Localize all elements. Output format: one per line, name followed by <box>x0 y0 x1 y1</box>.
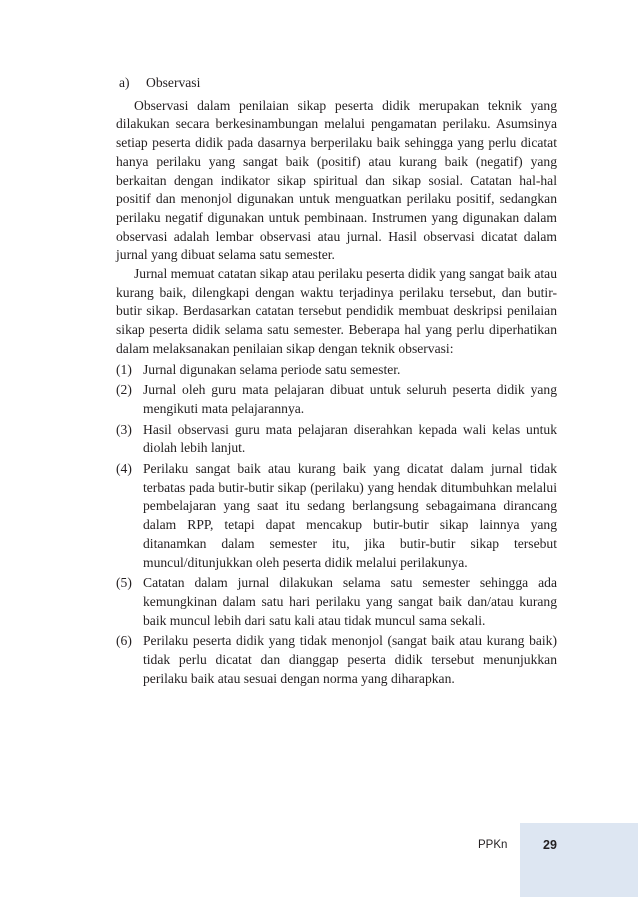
list-item-number: (2) <box>116 382 132 398</box>
paragraph-jurnal: Jurnal memuat catatan sikap atau perilaku peserta didik yang sangat baik atau kurang baik, dilengkapi dengan waktu terjadinya perilaku tersebut, dan butir-butir sikap. Berdasarkan catatan tersebut pendidik membuat deskripsi penilaian sikap peserta didik selama satu semester. Beberapa hal yang perlu diperhatikan dalam melaksanakan penilaian sikap dengan teknik observasi: <box>116 266 557 356</box>
list-item-number: (1) <box>116 361 132 377</box>
list-item-number: (4) <box>116 461 132 477</box>
list-item-text: Catatan dalam jurnal dilakukan selama satu semester sehingga ada kemungkinan dalam satu hari perilaku yang sangat baik dan/atau kurang baik muncul lebih dari satu kali atau tidak muncul sama sekali. <box>143 575 557 628</box>
list-item-text: Perilaku peserta didik yang tidak menonjol (sangat baik atau kurang baik) tidak perlu dicatat dan dianggap peserta didik tersebut menunjukkan perilaku baik atau sesuai dengan norma yang diharapkan. <box>143 633 557 686</box>
section-heading <box>116 74 557 93</box>
page-content <box>116 74 557 689</box>
list-item-number: (5) <box>116 575 132 591</box>
list-item-text: Hasil observasi guru mata pelajaran diserahkan kepada wali kelas untuk diolah lebih lanjut. <box>143 421 557 456</box>
list-item-text: Perilaku sangat baik atau kurang baik yang dicatat dalam jurnal tidak terbatas pada butir-butir sikap (perilaku) yang hendak ditumbuhkan melalui pembelajaran yang saat itu sedang berlangsung sebagaimana dirancang dalam RPP, tetapi dapat mencakup butir-butir sikap lainnya yang ditanamkan dalam semester itu, jika butir-butir sikap tersebut muncul/ditunjukkan oleh peserta didik melalui perilakunya. <box>143 461 557 570</box>
list-item-number: (6) <box>116 633 132 649</box>
list-item <box>116 381 557 418</box>
page-number: 29 <box>543 838 557 852</box>
list-item-text: Jurnal digunakan selama periode satu semester. <box>143 361 401 377</box>
section-title: Observasi <box>146 75 201 90</box>
list-item-number: (3) <box>116 421 132 437</box>
list-item-text: Jurnal oleh guru mata pelajaran dibuat untuk seluruh peserta didik yang mengikuti mata pelajarannya. <box>143 382 557 416</box>
list-item <box>116 421 557 458</box>
guideline-list <box>116 361 557 689</box>
list-item <box>116 361 557 380</box>
list-item <box>116 632 557 688</box>
page-number-tab <box>520 823 638 897</box>
footer-subject-label: PPKn <box>478 839 508 851</box>
paragraph-observasi: Observasi dalam penilaian sikap peserta didik merupakan teknik yang dilakukan secara berkesinambungan melalui pengamatan perilaku. Asumsinya setiap peserta didik pada dasarnya berperilaku baik sehingga yang perlu dicatat hanya perilaku yang sangat baik (positif) atau kurang baik (negatif) yang berkaitan dengan indikator sikap spiritual dan sikap sosial. Catatan hal-hal positif dan menonjol digunakan untuk menguatkan perilaku positif, sedangkan perilaku negatif digunakan untuk pembinaan. Instrumen yang digunakan dalam observasi adalah lembar observasi atau jurnal. Hasil observasi dicatat dalam jurnal yang dibuat selama satu semester. <box>116 97 557 263</box>
section-marker: a) <box>119 75 130 90</box>
list-item <box>116 460 557 572</box>
list-item <box>116 574 557 630</box>
